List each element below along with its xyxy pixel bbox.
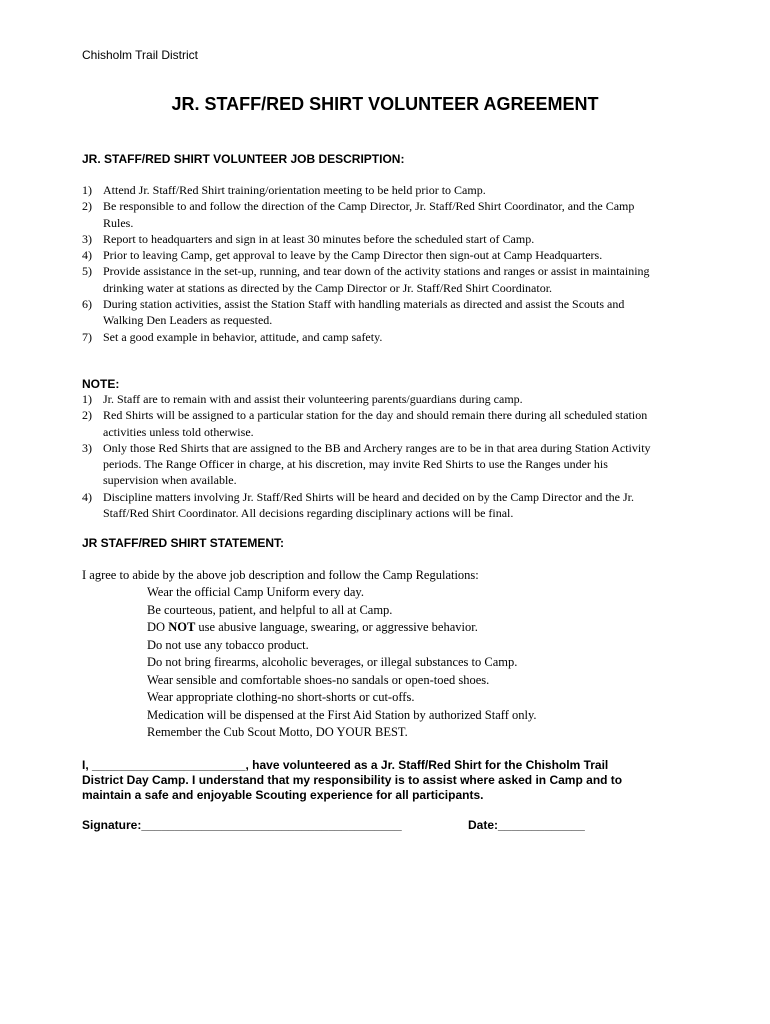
item-text: Discipline matters involving Jr. Staff/Red Shirts will be heard and decided on by the Camp Director and the Jr. Staff/Red Shirt Coordinator. All decisions regarding disciplinary actions will be final. <box>103 489 635 521</box>
district-name: Chisholm Trail District <box>82 48 199 62</box>
document-title: JR. STAFF/RED SHIRT VOLUNTEER AGREEMENT <box>171 94 599 114</box>
job-description-item <box>82 296 652 329</box>
signature-field[interactable]: Signature:_______________________________________ <box>82 818 402 832</box>
job-description-item <box>82 263 652 296</box>
item-text: Jr. Staff are to remain with and assist their volunteering parents/guardians during camp. <box>103 392 523 406</box>
rule-text: DO <box>147 620 169 634</box>
camp-rule: Be courteous, patient, and helpful to all at Camp. <box>147 602 393 617</box>
note-item <box>82 440 652 489</box>
item-text: Be responsible to and follow the direction of the Camp Director, Jr. Staff/Red Shirt Coordinator, and the Camp Rules. <box>103 199 635 230</box>
date-field[interactable]: Date:_____________ <box>468 818 585 832</box>
statement-intro: I agree to abide by the above job description and follow the Camp Regulations: <box>82 568 479 582</box>
item-text: Only those Red Shirts that are assigned to the BB and Archery ranges are to be in that area during Station Activity periods. The Range Officer in charge, at his discretion, may invite Red Shirts to use the Ranges under his supervision when available. <box>103 440 651 488</box>
rule-text: use abusive language, swearing, or aggressive behavior. <box>195 620 478 634</box>
item-text: Red Shirts will be assigned to a particular station for the day and should remain there during all scheduled station activities unless told otherwise. <box>103 408 648 439</box>
job-description-heading: JR. STAFF/RED SHIRT VOLUNTEER JOB DESCRIPTION: <box>82 152 405 166</box>
camp-rule: Do not use any tobacco product. <box>147 637 309 652</box>
camp-rule: Wear sensible and comfortable shoes-no sandals or open-toed shoes. <box>147 672 490 687</box>
item-number: 7) <box>82 329 92 344</box>
item-number: 2) <box>82 199 92 214</box>
camp-rule: Do not bring firearms, alcoholic beverages, or illegal substances to Camp. <box>147 655 518 669</box>
item-number: 3) <box>82 440 92 455</box>
job-description-item <box>82 329 652 345</box>
item-text: Prior to leaving Camp, get approval to leave by the Camp Director then sign-out at Camp Headquarters. <box>103 248 603 263</box>
camp-rule: Remember the Cub Scout Motto, DO YOUR BEST. <box>147 725 408 739</box>
item-text: Attend Jr. Staff/Red Shirt training/orientation meeting to be held prior to Camp. <box>103 183 486 197</box>
item-number: 2) <box>82 408 92 423</box>
camp-rule <box>147 619 537 637</box>
item-number: 1) <box>82 183 92 197</box>
volunteer-statement: I, _______________________, have volunteered as a Jr. Staff/Red Shirt for the Chisholm Trail District Day Camp. I understand that my responsibility is to assist where asked in Camp and to maintain a safe and enjoyable Scouting experience for all participants. <box>82 758 623 802</box>
job-description-item <box>82 198 652 231</box>
job-description-list <box>82 182 652 345</box>
item-text: Report to headquarters and sign in at least 30 minutes before the scheduled start of Camp. <box>103 231 535 246</box>
note-heading: NOTE: <box>82 377 120 391</box>
camp-rules-list <box>147 584 537 742</box>
note-item <box>82 407 652 440</box>
job-description-item <box>82 182 652 198</box>
job-description-item <box>82 247 652 263</box>
item-number: 3) <box>82 231 92 246</box>
item-number: 4) <box>82 248 92 263</box>
statement-heading: JR STAFF/RED SHIRT STATEMENT: <box>82 536 284 550</box>
item-text: Provide assistance in the set-up, running, and tear down of the activity stations and ranges or assist in maintaining drinking water at stations as directed by the Camp Director or Jr. Staff/Red Shirt Coordinator. <box>103 264 650 295</box>
note-item <box>82 489 652 522</box>
item-text: Set a good example in behavior, attitude, and camp safety. <box>103 329 383 344</box>
camp-rule: Wear appropriate clothing-no short-shorts or cut-offs. <box>147 690 415 704</box>
job-description-item <box>82 231 652 247</box>
camp-rule: Medication will be dispensed at the First Aid Station by authorized Staff only. <box>147 707 537 722</box>
item-number: 6) <box>82 297 92 312</box>
item-number: 1) <box>82 392 92 406</box>
item-number: 5) <box>82 264 92 279</box>
rule-emphasis: NOT <box>168 620 196 634</box>
note-item <box>82 391 652 407</box>
item-text: During station activities, assist the Station Staff with handling materials as directed and assist the Scouts and Walking Den Leaders as requested. <box>103 297 625 328</box>
camp-rule: Wear the official Camp Uniform every day. <box>147 585 364 599</box>
item-number: 4) <box>82 489 92 504</box>
note-list <box>82 391 652 521</box>
